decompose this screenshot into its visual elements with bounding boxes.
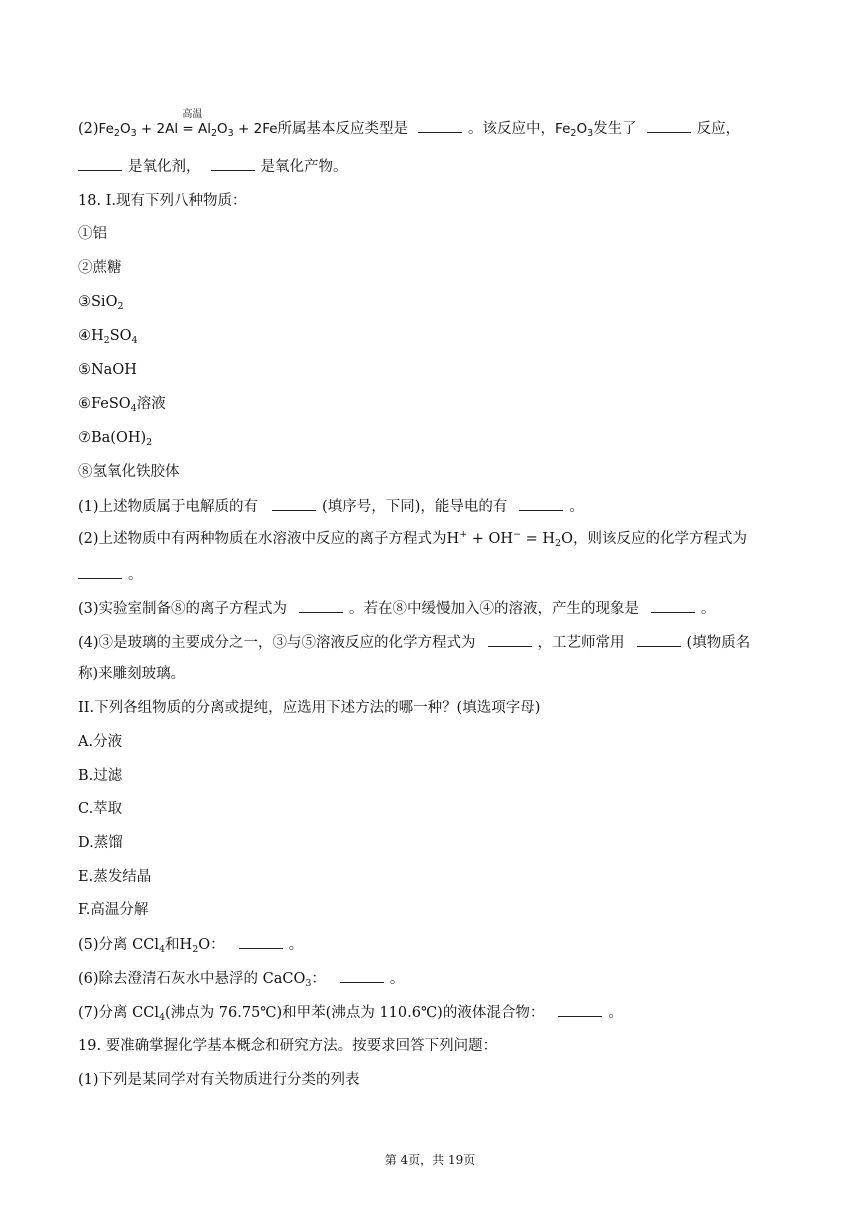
answer-blank[interactable]: [651, 598, 695, 613]
question-text: 。该反应中，: [468, 121, 556, 137]
question-text: 是氧化产物。: [260, 159, 348, 175]
q18-part4-line1: (4)③是玻璃的主要成分之一，③与⑤溶液反应的化学方程式为 ，工艺师常用 (填物质名: [78, 632, 750, 653]
q19-part1: (1)下列是某同学对有关物质进行分类的列表: [78, 1072, 360, 1088]
answer-blank[interactable]: [418, 118, 462, 133]
formula: $Fe_2O_3$: [555, 121, 594, 139]
method-option: A.分液: [78, 734, 123, 750]
q18-part6: (6)除去澄清石灰水中悬浮的 CaCO$_3$： 。: [78, 968, 404, 989]
answer-blank[interactable]: [239, 934, 283, 949]
chemical-equation: $Fe_2O_3 + 2Al$ 高温 = $Al_2O_3 + 2Fe$: [98, 109, 278, 139]
page-footer: 第 4页，共 19页: [384, 1153, 476, 1167]
answer-blank[interactable]: [340, 968, 384, 983]
q18-title: 18. I.现有下列八种物质：: [78, 193, 247, 209]
q18-part2-line2: 。: [78, 564, 143, 585]
question-text: 发生了: [593, 121, 637, 137]
substance-item: ②蔗糖: [78, 260, 122, 276]
q18-part7: (7)分离 CCl$_4$(沸点为 76.75℃)和甲苯(沸点为 110.6℃)的液体混合物： 。: [78, 1002, 623, 1023]
answer-blank[interactable]: [637, 632, 681, 647]
answer-blank[interactable]: [78, 156, 122, 171]
substance-item: ③SiO$_2$: [78, 294, 124, 312]
answer-blank[interactable]: [519, 496, 563, 511]
answer-blank[interactable]: [272, 496, 316, 511]
q17-part2-line2: [78, 156, 348, 177]
method-option: B.过滤: [78, 768, 123, 784]
method-option: E.蒸发结晶: [78, 869, 152, 885]
method-option: C.萃取: [78, 801, 123, 817]
q18-part2-line1: (2)上述物质中有两种物质在水溶液中反应的离子方程式为$H^+ + OH^- = H_2O$，则该反应的化学方程式为: [78, 529, 747, 549]
q18-part1: (1)上述物质属于电解质的有 (填序号，下同)，能导电的有 。: [78, 496, 584, 517]
reaction-condition: 高温 =: [182, 109, 203, 137]
method-option: D.蒸馏: [78, 835, 123, 851]
answer-blank[interactable]: [488, 632, 532, 647]
q17-part2-line1: [78, 109, 741, 139]
substance-item: ⑤NaOH: [78, 362, 137, 378]
answer-blank[interactable]: [558, 1002, 602, 1017]
substance-item: ⑧氢氧化铁胶体: [78, 464, 180, 480]
q18-section2-title: II.下列各组物质的分离或提纯，应选用下述方法的哪一种？(填选项字母): [78, 700, 541, 716]
q18-part4-line2: 称)来雕刻玻璃。: [78, 666, 186, 682]
answer-blank[interactable]: [647, 118, 691, 133]
answer-blank[interactable]: [211, 156, 255, 171]
answer-blank[interactable]: [299, 598, 343, 613]
part-number: (2): [78, 121, 99, 137]
question-text: 所属基本反应类型是: [277, 121, 409, 137]
substance-item: $⑦Ba(OH)_2$: [78, 430, 153, 448]
method-option: F.高温分解: [78, 902, 149, 918]
q18-part3: (3)实验室制备⑧的离子方程式为 。若在⑧中缓慢加入④的溶液，产生的现象是 。: [78, 598, 716, 619]
q18-part5: (5)分离 CCl$_4$和$H_2O$： 。: [78, 934, 303, 955]
substance-item: ①铝: [78, 226, 107, 242]
question-text: 反应，: [696, 121, 741, 137]
substance-item: $④H_2SO_4$: [78, 328, 138, 346]
substance-item: ⑥FeSO$_4$溶液: [78, 396, 166, 414]
q19-title: 19. 要准确掌握化学基本概念和研究方法。按要求回答下列问题：: [78, 1038, 498, 1054]
answer-blank[interactable]: [78, 564, 122, 579]
question-text: 是氧化剂，: [128, 159, 201, 175]
